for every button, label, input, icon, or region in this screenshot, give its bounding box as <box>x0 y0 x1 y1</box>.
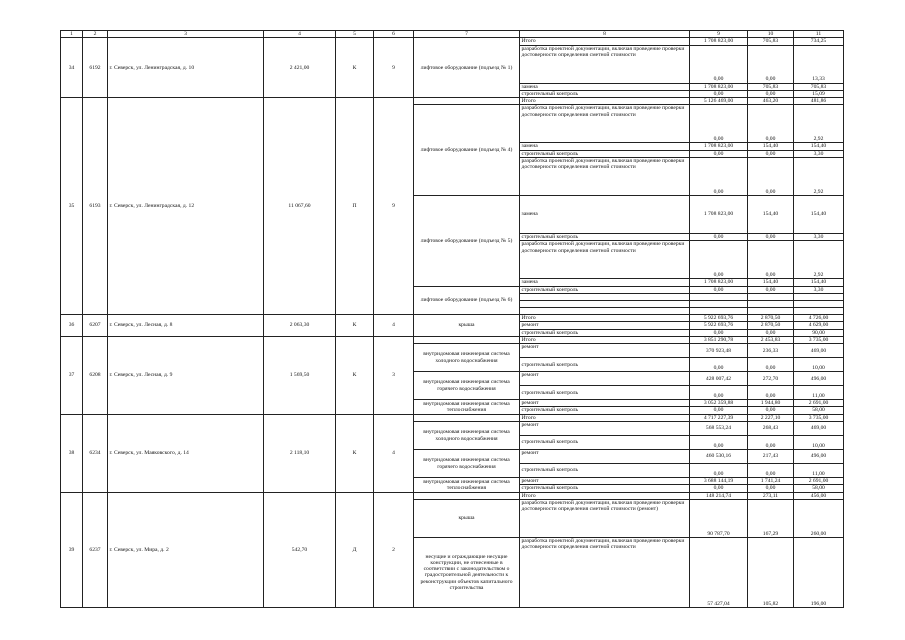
row-number: 36 <box>61 314 83 336</box>
work-type: внутридомовая инженерная система теплоснабжения <box>414 478 520 493</box>
value-unit: 0,00 <box>748 329 794 336</box>
value-cost: 0,00 <box>690 241 748 279</box>
work-type: лифтовое оборудование (подъезд № 6) <box>414 286 520 314</box>
value-max: 2,92 <box>794 158 844 196</box>
value-cost: 0,00 <box>690 464 748 478</box>
house-code: 6234 <box>83 414 108 492</box>
house-code: 6207 <box>83 314 108 336</box>
value-max: 734,25 <box>794 38 844 45</box>
wall-type: К <box>336 314 374 336</box>
value-empty <box>748 300 794 307</box>
value-cost: 1 708 823,00 <box>690 143 748 150</box>
data-table <box>60 30 844 608</box>
work-item: ремонт <box>520 344 690 358</box>
value-cost: 0,00 <box>690 45 748 83</box>
work-item: строительный контроль <box>520 464 690 478</box>
value-max: 15,09 <box>794 90 844 97</box>
col-header: 1 <box>61 31 83 38</box>
value-empty <box>794 300 844 307</box>
value-max: 2,92 <box>794 105 844 143</box>
value-empty <box>690 307 748 314</box>
col-header: 2 <box>83 31 108 38</box>
value-cost: 1 708 823,00 <box>690 38 748 45</box>
value-max: 58,00 <box>794 407 844 414</box>
address: г. Северск, ул. Лесная, д. 8 <box>108 314 264 336</box>
address: г. Северск, ул. Маяковского, д. 14 <box>108 414 264 492</box>
value-cost: 0,00 <box>690 407 748 414</box>
col-header: 4 <box>264 31 336 38</box>
value-unit: 1 741,24 <box>748 478 794 485</box>
work-type-empty <box>414 492 520 499</box>
value-unit: 105,82 <box>748 537 794 607</box>
value-cost: 568 553,24 <box>690 422 748 436</box>
address: г. Северск, ул. Лесная, д. 9 <box>108 336 264 414</box>
house-code: 6208 <box>83 336 108 414</box>
value-max: 90,00 <box>794 329 844 336</box>
work-item: ремонт <box>520 400 690 407</box>
col-header: 10 <box>748 31 794 38</box>
value-unit: 0,00 <box>748 464 794 478</box>
value-cost: 0,00 <box>690 158 748 196</box>
value-max: 58,00 <box>794 485 844 492</box>
value-max: 3 735,00 <box>794 414 844 421</box>
work-item: Итого <box>520 336 690 343</box>
value-unit: 0,00 <box>748 234 794 241</box>
table-row <box>61 336 844 343</box>
work-item: разработка проектной документации, включая проведение проверки достоверности определения сметной стоимости <box>520 45 690 83</box>
table-row <box>61 314 844 321</box>
floors: 9 <box>374 38 414 98</box>
col-header: 3 <box>108 31 264 38</box>
value-cost: 5 126 469,00 <box>690 98 748 105</box>
value-cost: 5 922 693,76 <box>690 322 748 329</box>
value-max: 496,00 <box>794 372 844 386</box>
value-empty <box>794 307 844 314</box>
value-max: 13,33 <box>794 45 844 83</box>
value-cost: 1 708 823,00 <box>690 196 748 234</box>
work-type-empty <box>414 98 520 105</box>
value-unit: 0,00 <box>748 45 794 83</box>
value-max: 154,40 <box>794 279 844 286</box>
work-item: строительный контроль <box>520 90 690 97</box>
value-cost: 0,00 <box>690 234 748 241</box>
area: 2 063,30 <box>264 314 336 336</box>
value-max: 10,00 <box>794 436 844 450</box>
value-cost: 3 851 290,78 <box>690 336 748 343</box>
value-unit: 0,00 <box>748 150 794 157</box>
address: г. Северск, ул. Мира, д. 2 <box>108 492 264 607</box>
value-cost: 5 922 693,76 <box>690 314 748 321</box>
value-cost: 370 923,48 <box>690 344 748 358</box>
work-item: ремонт <box>520 322 690 329</box>
work-type-empty <box>414 414 520 421</box>
house-code: 6237 <box>83 492 108 607</box>
work-item: Итого <box>520 414 690 421</box>
value-max: 11,00 <box>794 386 844 400</box>
work-item: Итого <box>520 38 690 45</box>
wall-type: К <box>336 38 374 98</box>
work-type: внутридомовая инженерная система холодного водоснабжения <box>414 422 520 450</box>
header-row <box>61 31 844 38</box>
wall-type: К <box>336 336 374 414</box>
area: 2 118,10 <box>264 414 336 492</box>
value-unit: 0,00 <box>748 105 794 143</box>
work-item: замена <box>520 143 690 150</box>
value-unit: 0,00 <box>748 286 794 293</box>
value-cost: 460 530,16 <box>690 450 748 464</box>
col-header: 5 <box>336 31 374 38</box>
work-item: Итого <box>520 98 690 105</box>
value-max: 154,40 <box>794 196 844 234</box>
value-max: 196,00 <box>794 537 844 607</box>
value-max: 481,86 <box>794 98 844 105</box>
work-type: внутридомовая инженерная система теплоснабжения <box>414 400 520 415</box>
floors: 3 <box>374 336 414 414</box>
value-unit: 154,40 <box>748 279 794 286</box>
value-max: 3,30 <box>794 234 844 241</box>
work-item: разработка проектной документации, включая проведение проверки достоверности определения сметной стоимости <box>520 537 690 607</box>
area: 2 421,00 <box>264 38 336 98</box>
work-item: ремонт <box>520 422 690 436</box>
value-max: 154,40 <box>794 143 844 150</box>
work-item: строительный контроль <box>520 150 690 157</box>
work-type: лифтовое оборудование (подъезд № 1) <box>414 38 520 98</box>
value-unit: 705,83 <box>748 38 794 45</box>
work-type: несущие и ограждающие несущие конструкции, не отнесенные в соответствии с законодательством о градостроительной деятельности к реконструкции объектов капитального строительства <box>414 537 520 607</box>
address: г. Северск, ул. Ленинградская, д. 10 <box>108 38 264 98</box>
value-max: 2,92 <box>794 241 844 279</box>
work-type: внутридомовая инженерная система горячего водоснабжения <box>414 450 520 478</box>
work-item: ремонт <box>520 450 690 464</box>
value-cost: 1 708 823,00 <box>690 83 748 90</box>
value-unit: 268,43 <box>748 422 794 436</box>
table-row <box>61 414 844 421</box>
work-item: строительный контроль <box>520 407 690 414</box>
work-type: лифтовое оборудование (подъезд № 5) <box>414 196 520 287</box>
value-unit: 154,40 <box>748 196 794 234</box>
area: 11 067,60 <box>264 98 336 315</box>
work-type: внутридомовая инженерная система холодного водоснабжения <box>414 344 520 372</box>
work-type: лифтовое оборудование (подъезд № 4) <box>414 105 520 196</box>
value-cost: 0,00 <box>690 358 748 372</box>
house-code: 6192 <box>83 38 108 98</box>
value-max: 3,30 <box>794 150 844 157</box>
value-max: 496,00 <box>794 450 844 464</box>
work-item: разработка проектной документации, включая проведение проверки достоверности определения сметной стоимости <box>520 241 690 279</box>
work-item: замена <box>520 196 690 234</box>
col-header: 6 <box>374 31 414 38</box>
work-type: крыша <box>414 499 520 537</box>
work-item: строительный контроль <box>520 286 690 293</box>
work-type-empty <box>414 336 520 343</box>
work-type: внутридомовая инженерная система горячего водоснабжения <box>414 372 520 400</box>
value-unit: 217,43 <box>748 450 794 464</box>
row-number: 38 <box>61 414 83 492</box>
value-unit: 0,00 <box>748 358 794 372</box>
work-item: ремонт <box>520 478 690 485</box>
value-cost: 0,00 <box>690 485 748 492</box>
value-cost: 90 787,70 <box>690 499 748 537</box>
value-max: 4 726,00 <box>794 314 844 321</box>
area: 1 569,50 <box>264 336 336 414</box>
value-unit: 0,00 <box>748 407 794 414</box>
value-empty <box>690 300 748 307</box>
wall-type: Д <box>336 492 374 607</box>
value-max: 456,00 <box>794 492 844 499</box>
value-max: 2 691,00 <box>794 400 844 407</box>
value-unit: 154,40 <box>748 143 794 150</box>
address: г. Северск, ул. Ленинградская, д. 12 <box>108 98 264 315</box>
row-number: 35 <box>61 98 83 315</box>
value-cost: 0,00 <box>690 286 748 293</box>
value-unit: 2 870,50 <box>748 314 794 321</box>
value-unit: 273,11 <box>748 492 794 499</box>
value-max: 4 629,00 <box>794 322 844 329</box>
value-empty <box>690 293 748 300</box>
value-cost: 148 214,74 <box>690 492 748 499</box>
value-unit: 272,70 <box>748 372 794 386</box>
value-max: 469,00 <box>794 344 844 358</box>
work-item: Итого <box>520 492 690 499</box>
floors: 4 <box>374 414 414 492</box>
value-cost: 57 427,04 <box>690 537 748 607</box>
value-max: 3,30 <box>794 286 844 293</box>
col-header: 9 <box>690 31 748 38</box>
value-cost: 0,00 <box>690 90 748 97</box>
table-row <box>61 492 844 499</box>
value-empty <box>748 307 794 314</box>
work-item: разработка проектной документации, включая проведение проверки достоверности определения сметной стоимости <box>520 158 690 196</box>
value-cost: 0,00 <box>690 150 748 157</box>
work-item: строительный контроль <box>520 234 690 241</box>
work-item: строительный контроль <box>520 329 690 336</box>
row-number: 39 <box>61 492 83 607</box>
value-unit: 463,20 <box>748 98 794 105</box>
value-cost: 1 708 823,00 <box>690 279 748 286</box>
work-item: разработка проектной документации, включая проведение проверки достоверности определения сметной стоимости <box>520 105 690 143</box>
value-cost: 0,00 <box>690 386 748 400</box>
value-unit: 0,00 <box>748 485 794 492</box>
floors: 2 <box>374 492 414 607</box>
work-item-empty <box>520 300 690 307</box>
value-max: 3 735,00 <box>794 336 844 343</box>
value-unit: 0,00 <box>748 386 794 400</box>
table-row <box>61 38 844 45</box>
wall-type: К <box>336 414 374 492</box>
value-unit: 1 944,80 <box>748 400 794 407</box>
work-item-empty <box>520 307 690 314</box>
col-header: 11 <box>794 31 844 38</box>
value-unit: 2 870,50 <box>748 322 794 329</box>
value-max: 2 691,00 <box>794 478 844 485</box>
work-item-empty <box>520 293 690 300</box>
value-max: 260,00 <box>794 499 844 537</box>
value-max: 11,00 <box>794 464 844 478</box>
work-item: строительный контроль <box>520 358 690 372</box>
value-unit: 0,00 <box>748 436 794 450</box>
value-cost: 3 052 359,88 <box>690 400 748 407</box>
wall-type: П <box>336 98 374 315</box>
work-item: разработка проектной документации, включая проведение проверки достоверности определения сметной стоимости (ремонт) <box>520 499 690 537</box>
work-item: строительный контроль <box>520 485 690 492</box>
work-type: крыша <box>414 314 520 336</box>
value-unit: 167,29 <box>748 499 794 537</box>
value-cost: 0,00 <box>690 436 748 450</box>
table-row <box>61 98 844 105</box>
house-code: 6193 <box>83 98 108 315</box>
work-item: замена <box>520 83 690 90</box>
floors: 9 <box>374 98 414 315</box>
value-unit: 2 227,10 <box>748 414 794 421</box>
row-number: 37 <box>61 336 83 414</box>
value-unit: 0,00 <box>748 90 794 97</box>
value-max: 705,83 <box>794 83 844 90</box>
value-cost: 428 007,42 <box>690 372 748 386</box>
value-unit: 0,00 <box>748 158 794 196</box>
work-item: ремонт <box>520 372 690 386</box>
value-cost: 0,00 <box>690 329 748 336</box>
work-item: строительный контроль <box>520 436 690 450</box>
col-header: 8 <box>520 31 690 38</box>
col-header: 7 <box>414 31 520 38</box>
value-cost: 4 717 227,39 <box>690 414 748 421</box>
value-unit: 2 453,83 <box>748 336 794 343</box>
value-empty <box>794 293 844 300</box>
value-empty <box>748 293 794 300</box>
value-max: 469,00 <box>794 422 844 436</box>
area: 542,70 <box>264 492 336 607</box>
work-item: замена <box>520 279 690 286</box>
value-unit: 0,00 <box>748 241 794 279</box>
work-item: строительный контроль <box>520 386 690 400</box>
value-cost: 3 688 144,19 <box>690 478 748 485</box>
work-item: Итого <box>520 314 690 321</box>
value-cost: 0,00 <box>690 105 748 143</box>
floors: 4 <box>374 314 414 336</box>
value-max: 10,00 <box>794 358 844 372</box>
value-unit: 236,33 <box>748 344 794 358</box>
value-unit: 705,83 <box>748 83 794 90</box>
row-number: 34 <box>61 38 83 98</box>
